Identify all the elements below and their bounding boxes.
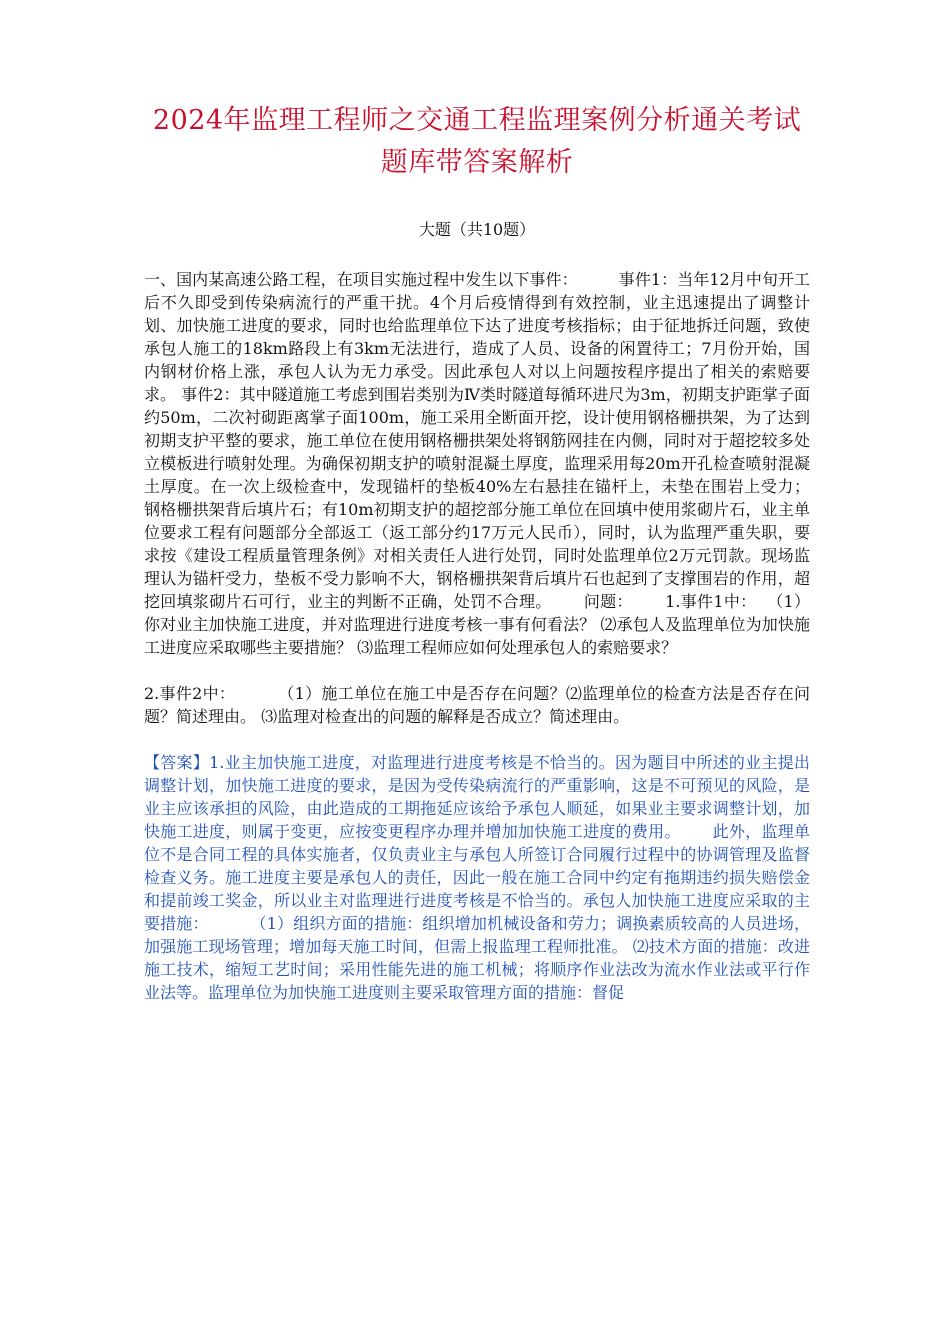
section-heading: 大题（共10题） [418, 220, 536, 239]
document-title: 2024年监理工程师之交通工程监理案例分析通关考试题库带答案解析 [152, 105, 802, 178]
answer-label: 【答案】 [144, 753, 210, 772]
answer-block [144, 751, 810, 1004]
question-1-text: 一、国内某高速公路工程，在项目实施过程中发生以下事件： 事件1：当年12月中旬开工后不久即受到传染病流行的严重干扰。4个月后疫情得到有效控制，业主迅速提出了调整计划、加快施工进度的要求，同时也给监理单位下达了进度考核指标；由于征地拆迁问题，致使承包人施工的18km路段上有3km无法进行，造成了人员、设备的闲置待工；7月份开始，国内钢材价格上涨，承包人认为无力承受。因此承包人对以上问题按程序提出了相关的索赔要求。 事件2：其中隧道施工考虑到围岩类别为Ⅳ类时隧道每循环进尺为3m，初期支护距掌子面约50m，二次衬砌距离掌子面100m，施工采用全断面开挖，设计使用钢格栅拱架，为了达到初期支护平整的要求，施工单位在使用钢格栅拱架处将钢筋网挂在内侧，同时对于超挖较多处立模板进行喷射处理。为确保初期支护的喷射混凝土厚度，监理采用每20m开孔检查喷射混凝土厚度。在一次上级检查中，发现锚杆的垫板40%左右悬挂在锚杆上，未垫在围岩上受力； 钢格栅拱架背后填片石；有10m初期支护的超挖部分施工单位在回填中使用浆砌片石，业主单位要求工程有问题部分全部返工（返工部分约17万元人民币），同时，认为监理严重失职，要求按《建设工程质量管理条例》对相关责任人进行处罚，同时处监理单位2万元罚款。现场监理认为锚杆受力，垫板不受力影响不大，钢格栅拱架背后填片石也起到了支撑围岩的作用，超挖回填浆砌片石可行，业主的判断不正确，处罚不合理。 问题： 1.事件1中： （1）你对业主加快施工进度，并对监理进行进度考核一事有何看法？ ⑵承包人及监理单位为加快施工进度应采取哪些主要措施？ ⑶监理工程师应如何处理承包人的索赔要求？ [144, 270, 841, 657]
answer-text: 1.业主加快施工进度，对监理进行进度考核是不恰当的。因为题目中所述的业主提出调整计划，加快施工进度的要求，是因为受传染病流行的严重影响，这是不可预见的风险，是业主应该承担的风险，由此造成的工期拖延应该给予承包人顺延，如果业主要求调整计划，加快施工进度，则属于变更，应按变更程序办理并增加加快施工进度的费用。 此外，监理单位不是合同工程的具体实施者，仅负责业主与承包人所签订合同履行过程中的协调管理及监督检查义务。施工进度主要是承包人的责任，因此一般在施工合同中约定有拖期违约损失赔偿金和提前竣工奖金，所以业主对监理进行进度考核是不恰当的。承包人加快施工进度应采取的主要措施： （1）组织方面的措施：组织增加机械设备和劳力；调换素质较高的人员进场，加强施工现场管理；增加每天施工时间，但需上报监理工程师批准。 ⑵技术方面的措施：改进施工技术，缩短工艺时间；采用性能先进的施工机械；将顺序作业法改为流水作业法或平行作业法等。监理单位为加快施工进度则主要采取管理方面的措施：督促 [144, 753, 810, 1002]
document-page [144, 100, 841, 1004]
question-2-text: 2.事件2中： （1）施工单位在施工中是否存在问题？⑵监理单位的检查方法是否存在问题？简述理由。 ⑶监理对检查出的问题的解释是否成立？简述理由。 [144, 684, 810, 726]
